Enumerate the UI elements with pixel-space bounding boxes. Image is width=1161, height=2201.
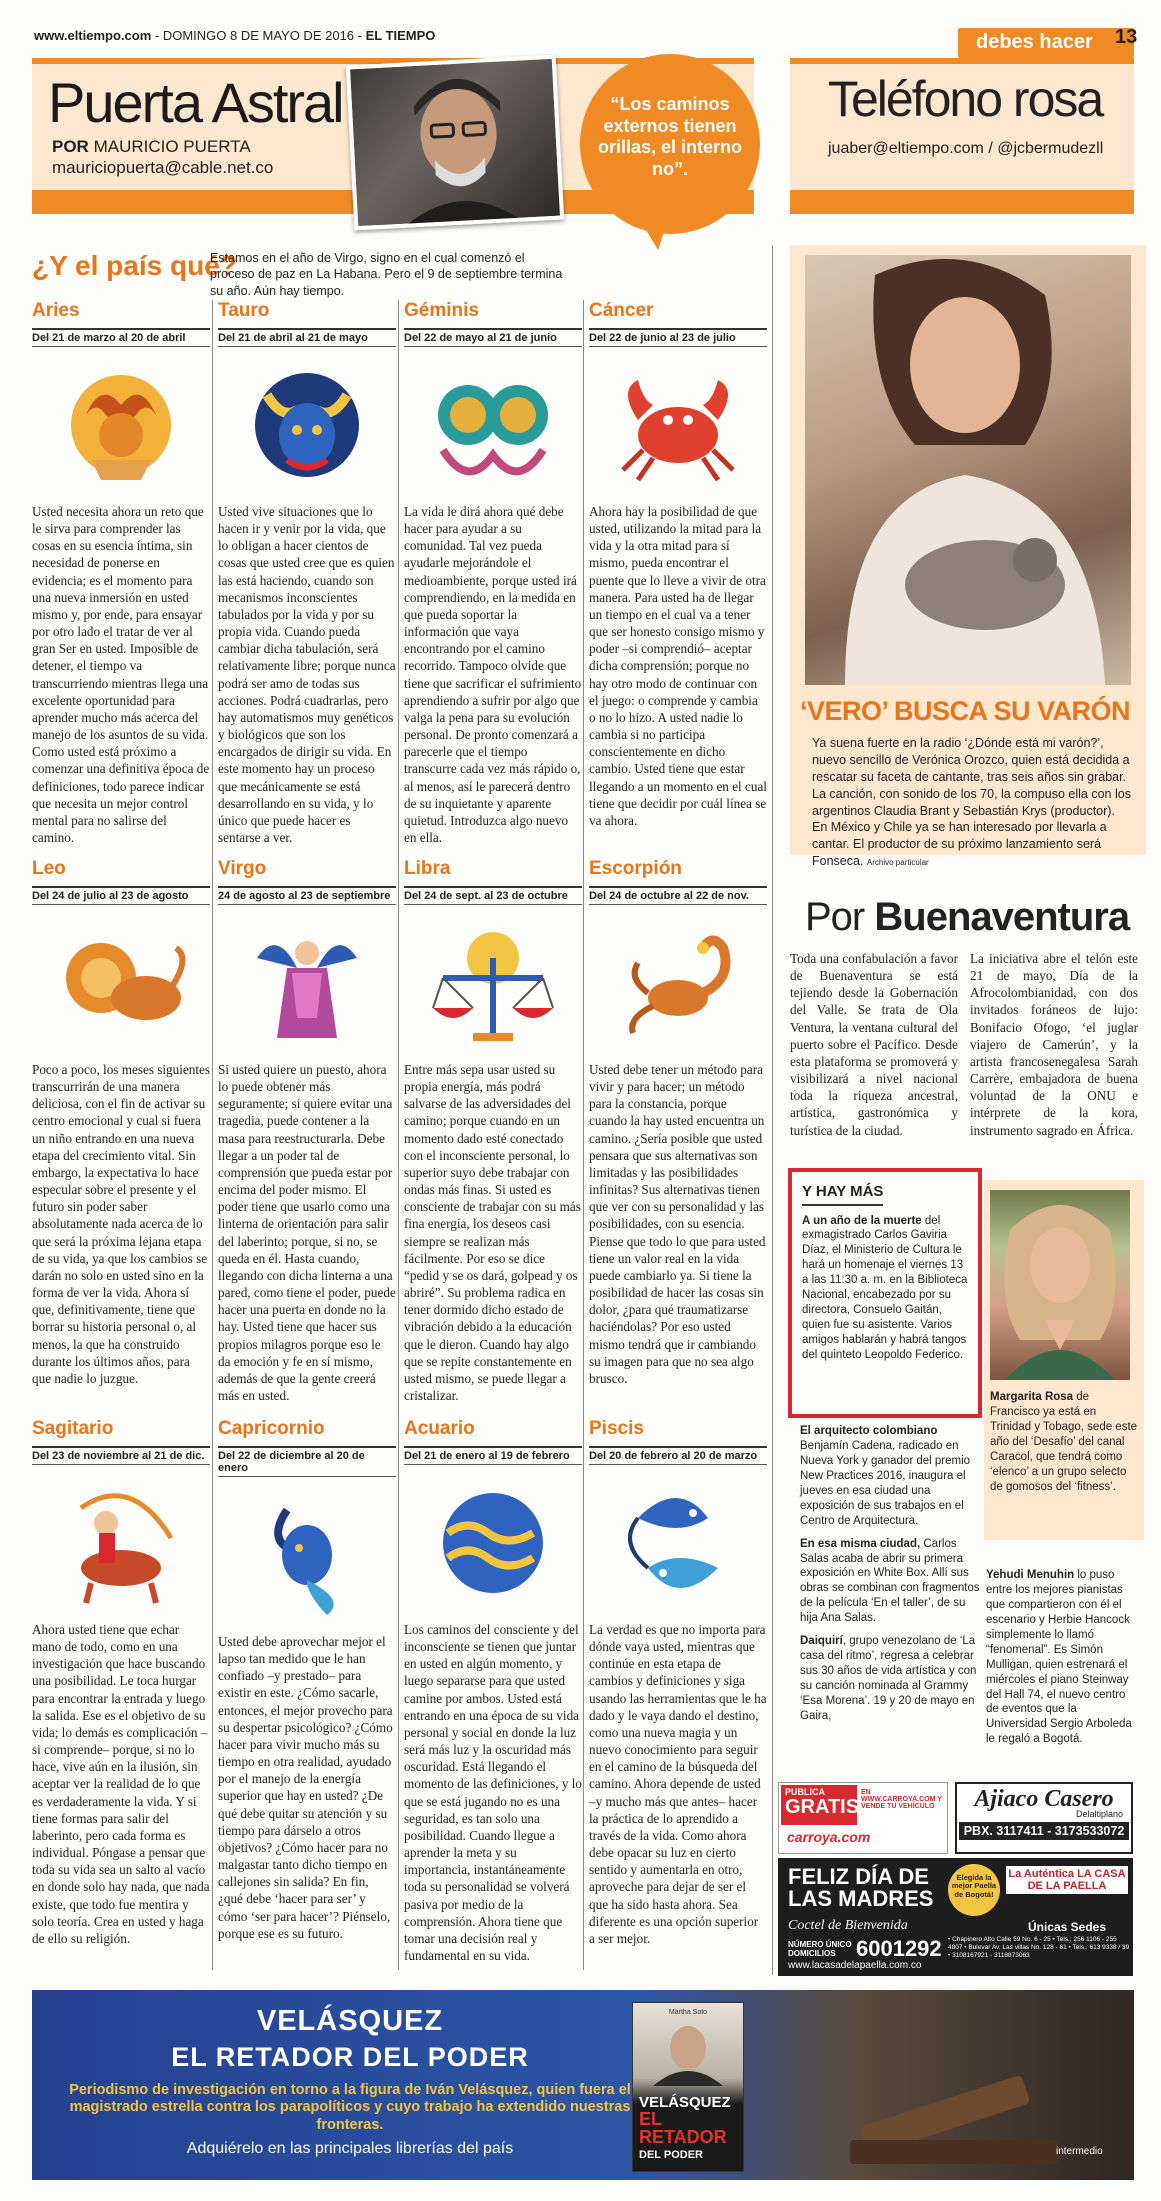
aries-icon bbox=[32, 355, 210, 495]
sign-name: Sagitario bbox=[32, 1418, 114, 1439]
ajiaco-phone: PBX. 3117411 - 3173533072 bbox=[959, 1822, 1129, 1840]
capricorn-icon bbox=[218, 1485, 396, 1625]
pisces-icon bbox=[589, 1473, 767, 1613]
margarita-caption: Margarita Rosa de Francisco ya está en Trinidad y Tobago, sede este año del ‘Desafío’ del canal Caracol, que tendrá como ‘elenco’ a un grupo selecto de gomosos del ‘fitness’. bbox=[990, 1391, 1138, 1493]
publisher-logo: intermedio bbox=[1056, 2146, 1103, 2157]
book-author: Martha Soto bbox=[668, 2009, 708, 2016]
paella-address: • Chapinero Alto Calle 59 No. 6 - 25 • Tels.: 256 1106 - 255 4807 • Bulevar Av. Las villas No. 128 - 61 • Tels.: 613 9338 / 39 • 3108167921 - 3118873063 bbox=[948, 1936, 1130, 1959]
y-hay-mas-text: A un año de la muerte del exmagistrado Carlos Gaviria Díaz, el Ministerio de Cultura le hará un homenaje el viernes 13 a las 11:30 a. m. en la Biblioteca Nacional, encabezado por su directora, Consuelo Gaitán, quien fue su asistente. Varios amigos hablarán y habrá tangos del quinteto Leopoldo Federico. bbox=[802, 1214, 968, 1361]
site-url: www.eltiempo.com bbox=[34, 28, 152, 43]
divider bbox=[398, 300, 399, 1970]
carroya-tagline: EN WWW.CARROYA.COM Y VENDE TU VEHÍCULO bbox=[861, 1789, 942, 1810]
author-email: mauriciopuerta@cable.net.co bbox=[52, 158, 274, 177]
vero-headline: ‘VERO’ BUSCA SU VARÓN bbox=[800, 696, 1131, 726]
note-item: El arquitecto colombiano Benjamín Cadena, radicado en Nueva York y ganador del premio New Practices 2016, inaugura el jueves en esa ciudad una exposición de sus trabajos en el Centro de Arquitectura. bbox=[800, 1425, 971, 1527]
sign-name: Escorpión bbox=[589, 858, 682, 879]
sign-name: Leo bbox=[32, 858, 66, 879]
column-title-puerta-astral: Puerta Astral bbox=[48, 71, 343, 134]
sign-cancer bbox=[589, 300, 767, 829]
sign-text: Si usted quiere un puesto, ahora lo puede obtener más seguramente; si quiere evitar una tragedia, puede contener a la masa para reestructurarla. Debe llegar a un poder tal de comprensión que pueda estar por encima del poder mismo. El poder tiene que usarlo como una linterna de orientación para salir del laberinto; porque, si no, se queda en él. Hasta cuando, llegando con dicha linterna a una pared, como tiene el poder, puede hacer una puerta en donde no la hay. Usted tiene que hacer sus propios milagros porque eso le da emoción y fe en sí mismo, además de que la gente creerá más en usted. bbox=[218, 1062, 396, 1403]
contact-line: juaber@eltiempo.com / @jcbermudezll bbox=[828, 140, 1104, 157]
banner-cta: Adquiérelo en las principales librerías del país bbox=[186, 2140, 514, 2157]
paella-sedes: Únicas Sedes bbox=[1027, 1920, 1107, 1934]
sign-dates: Del 21 de marzo al 20 de abril bbox=[32, 328, 210, 347]
book-cover bbox=[632, 2002, 744, 2172]
scorpio-icon bbox=[589, 913, 767, 1053]
virgo-icon bbox=[218, 913, 396, 1053]
book-title: VELÁSQUEZ EL RETADOR DEL PODER bbox=[639, 2094, 731, 2161]
sign-name: Géminis bbox=[404, 300, 479, 321]
sign-dates: Del 20 de febrero al 20 de marzo bbox=[589, 1446, 767, 1465]
carroya-brand: carroya.com bbox=[787, 1829, 871, 1845]
leo-icon bbox=[32, 913, 210, 1053]
sign-text: Usted debe tener un método para vivir y para hacer; un método para la constancia, porque cuando la hay usted encuentra un camino. ¿Sería posible que usted pensara que sus alternativas son limitadas y las posibilidades infinitas? Sus alternativas tienen que ver con su personalidad y las posibilidades, con su esencia. Piense que todo lo que para usted tiene un valor real en la vida puede cambiarlo ya. Si tiene la posibilidad de hacer las cosas sin dolor, ¿para qué traumatizarse haciéndolas? Por eso usted mismo tendrá que ir cambiando su imagen para que no sea algo brusco. bbox=[589, 1062, 766, 1386]
sign-dates: Del 24 de sept. al 23 de octubre bbox=[404, 886, 582, 905]
sign-text: Usted debe aprovechar mejor el lapso tan medido que le han confiado –y prestado– para existir en este. ¿Cómo sacarle, entonces, el mejor provecho para su despertar psicológico? ¿Cómo hacer para vivir mucho más su tiempo en otra realidad, ayudado por el manejo de la energía superior que hay en usted? ¿De qué debe quitar su atención y su tiempo para dárselo a otros objetivos? ¿Cómo hacer para no malgastar tanto dicho tiempo en callejones sin salida? En fin, ¿qué debe ‘hacer para ser’ y cómo ‘ser para hacer’? Piénselo, porque ese es su futuro. bbox=[218, 1634, 393, 1941]
sign-capricornio bbox=[218, 1418, 396, 1942]
gavel-block bbox=[850, 2140, 1060, 2164]
sign-name: Libra bbox=[404, 858, 451, 879]
banner-title-1: VELÁSQUEZ bbox=[256, 2005, 444, 2037]
sign-aries bbox=[32, 300, 210, 846]
sign-name: Aries bbox=[32, 300, 80, 321]
vero-story: Ya suena fuerte en la radio ‘¿Dónde está mi varón?’, nuevo sencillo de Verónica Orozco, quien está decidida a rescatar su faceta de cantante, tras seis años sin grabar. La canción, con sonido de los 70, la compuso ella con los argentinos Claudia Brant y Sebastián Krys (productor). En México y Chile ya se han interesado por llevarla a cantar. El productor de su próximo lanzamiento será Fonseca. Archivo particular bbox=[812, 736, 1131, 869]
intro-heading: ¿Y el país qué? bbox=[32, 250, 237, 281]
quote-bubble: “Los caminos externos tienen orillas, el interno no”. bbox=[580, 54, 760, 234]
sign-name: Tauro bbox=[218, 300, 270, 321]
photo-credit: Archivo particular bbox=[866, 858, 929, 868]
column-title-telefono-rosa: Teléfono rosa bbox=[828, 71, 1103, 127]
header-stripe-right bbox=[790, 190, 1134, 214]
banner-title-2: EL RETADOR DEL PODER bbox=[171, 2042, 529, 2072]
sign-text: Los caminos del consciente y del inconsciente se tienen que juntar en usted en algún momento, y luego separarse para que usted camine por ambos. Usted está entrando en una época de su vida personal y social en donde la luz será más luz y la oscuridad más oscuridad. Está llegando el momento de las definiciones, y lo que se está jugando no es una seguridad, es tan solo una posibilidad. Cuando llegue a aprender la meta y su importancia, instantáneamente toda su personalidad se volverá pasiva por medio de la comprensión. Ahora tiene que tomar una decisión real y fundamental en su vida. bbox=[404, 1622, 582, 1963]
sign-text: Ahora usted tiene que echar mano de todo, como en una investigación que hace buscando una posibilidad. Le toca hurgar para encontrar la entrada y luego la salida. Ese es el objetivo de su vida; lo demás es complicación –si comprende– porque, si no lo hace, vive aún en la ilusión, sin aceptar ver la realidad de lo que es verdaderamente la vida. Y si tiene formas para salir del laberinto, pero cada forma es individual. Póngase a pensar que toda su vida sea un salto al vacío en donde solo hay nada, que nada existe, que todo fue mentira y solo teoría. Crea en usted y haga de ello su religión. bbox=[32, 1622, 210, 1946]
buenaventura-title: Por Buenaventura bbox=[805, 895, 1130, 939]
sign-libra bbox=[404, 858, 582, 1404]
aquarius-icon bbox=[404, 1473, 582, 1613]
paella-cocktail: Coctel de Bienvenida bbox=[788, 1918, 908, 1933]
ajiaco-ad[interactable] bbox=[955, 1782, 1133, 1854]
bubble-tail bbox=[640, 220, 668, 250]
ajiaco-sub: Delaltiplano bbox=[1075, 1809, 1123, 1819]
ajiaco-title: Ajiaco Casero bbox=[974, 1786, 1114, 1812]
sign-dates: Del 24 de julio al 23 de agosto bbox=[32, 886, 210, 905]
portrait-icon bbox=[633, 2016, 743, 2086]
author-photo bbox=[346, 55, 564, 231]
section-tag: debes hacer bbox=[958, 28, 1134, 58]
divider bbox=[772, 245, 773, 1975]
sign-text: La verdad es que no importa para dónde vaya usted, mientras que continúe en esta etapa de cambios y definiciones y siga usando las herramientas que le ha dado y le vaya dando el destino, como una nueva magia y un nuevo conocimiento para seguir en el camino de la búsqueda del camino. Ahora depende de usted –y mucho más que antes– hacer la práctica de lo aprendido a través de la vida. Como ahora debe opacar su luz en cierto sentido y aumentarla en otro, aproveche para dejar de ser el que ha sido hasta ahora. Sea diferente es una opción superior a ser mejor. bbox=[589, 1622, 767, 1946]
sign-dates: Del 22 de junio al 23 de julio bbox=[589, 328, 767, 347]
page-number: 13 bbox=[1115, 26, 1138, 48]
buenaventura-col1: Toda una confabulación a favor de Buenaventura se está tejiendo desde la Gobernación del Valle. Se trata de Ola Ventura, la ventana cultural del puerto sobre el Pacífico. Desde esta plataforma se promoverá y visibilizará a nivel nacional toda la riqueza ancestral, artística, gastronómica y turística de la ciudad. bbox=[790, 951, 958, 1138]
paella-headline: FELIZ DÍA DE LAS MADRES bbox=[788, 1864, 934, 1911]
sign-name: Virgo bbox=[218, 858, 267, 879]
taurus-icon bbox=[218, 355, 396, 495]
sign-dates: Del 21 de enero al 19 de febrero bbox=[404, 1446, 582, 1465]
sign-text: Usted vive situaciones que lo hacen ir y venir por la vida, que lo obligan a hacer cientos de cosas que usted cree que es quien las está haciendo, cuando son mecanismos inconscientes tabulados por la vida y por su propia vida. Cuando pueda cambiar dicha tabulación, será relativamente libre; porque nunca podrá ser amo de todas sus acciones. Podrá cuadrarlas, pero hay automatismos muy genéticos y biológicos que son los encargados de dirigir su vida. En este momento hay un proceso que mecánicamente se está desarrollando en su vida, y lo único que puede hacer es sentarse a ver. bbox=[218, 504, 396, 845]
paella-url[interactable]: www.lacasadelapaella.com.co bbox=[788, 1960, 922, 1971]
sign-name: Capricornio bbox=[218, 1418, 325, 1439]
divider bbox=[583, 300, 584, 1970]
intro-text: Estamos en el año de Virgo, signo en el cual comenzó el proceso de paz en La Habana. Pero el 9 de septiembre termina su año. Aún hay tiempo. bbox=[210, 251, 563, 298]
sagittarius-icon bbox=[32, 1473, 210, 1613]
sign-acuario bbox=[404, 1418, 582, 1964]
byline: POR MAURICIO PUERTA bbox=[52, 137, 251, 156]
cancer-icon bbox=[589, 355, 767, 495]
paella-domicilios-label: NÚMERO ÚNICO DOMICILIOS bbox=[788, 1940, 852, 1958]
y-hay-mas-box bbox=[788, 1168, 982, 1418]
sign-name: Piscis bbox=[589, 1418, 644, 1439]
note-item: Daiquirí, grupo venezolano de ‘La casa del ritmo’, regresa a celebrar sus 30 años de vida artística y con su canción nominada al Grammy ‘Esa Morena’. 19 y 20 de mayo en Gaira, bbox=[800, 1635, 977, 1722]
sign-dates: Del 21 de abril al 21 de mayo bbox=[218, 328, 396, 347]
paella-badge: Elegida la mejor Paella de Bogotá! bbox=[948, 1864, 1000, 1916]
issue-date: DOMINGO 8 DE MAYO DE 2016 bbox=[162, 28, 355, 43]
paper-name: EL TIEMPO bbox=[365, 28, 436, 43]
divider bbox=[212, 300, 213, 1970]
sign-text: Ahora hay la posibilidad de que usted, utilizando la mitad para la vida y la otra mitad para sí mismo, pueda encontrar el puente que lo lleve a vivir de otra manera. Para usted ha de llegar un tiempo en el cual va a tener que ser honesto consigo mismo y poder –si comprendió– aceptar dicha comprensión; porque no hay otro modo de continuar con el juego: o comprende y cambia o no lo hizo. A usted nadie lo cambia si no participa conscientemente en dicho cambio. Usted tiene que estar llegando a un momento en el cual tiene que decidir por cuál línea se va ahora. bbox=[589, 504, 767, 828]
sign-escorpion bbox=[589, 858, 767, 1387]
paella-brand: La Auténtica LA CASA DE LA PAELLA bbox=[1006, 1866, 1128, 1894]
paella-ad[interactable] bbox=[778, 1858, 1133, 1976]
header-line: www.eltiempo.com - DOMINGO 8 DE MAYO DE 2016 - EL TIEMPO bbox=[34, 28, 436, 43]
sign-text: Poco a poco, los meses siguientes transcurrirán de una manera deliciosa, con el fin de activar su centro emocional y cual si fuera un niño entrando en una nueva etapa del crecimiento vital. Sin embargo, la expectativa lo hace especular sobre el presente y el futuro sin poder saber absolutamente nada acerca de lo que será la próxima lejana etapa de su vida, ya que los cambios se darán no solo en usted sino en la forma de ver la vida. Ahora sí que, definitivamente, tiene que borrar su historia personal o, al menos, la que ha construido durante los últimos años, para que nadie lo juzgue. bbox=[32, 1062, 211, 1386]
sign-dates: Del 23 de noviembre al 21 de dic. bbox=[32, 1446, 210, 1465]
sign-dates: 24 de agosto al 23 de septiembre bbox=[218, 886, 396, 905]
sign-tauro bbox=[218, 300, 396, 846]
banner-description: Periodismo de investigación en torno a la figura de Iván Velásquez, quien fuera el magistrado estrella contra los parapolíticos y cuyo trabajo ha extendido nuestras fronteras. bbox=[69, 2082, 631, 2133]
vero-photo bbox=[805, 255, 1131, 685]
sign-piscis bbox=[589, 1418, 767, 1947]
buenaventura-col2: La iniciativa abre el telón este 21 de mayo, Día de la Afrocolombianidad, con dos invitados foráneos de lujo: Bonifacio Ofogo, ‘el juglar viajero de Camerún’, y la artista francosenegalesa Sarah Carrère, embajadora de buena voluntad de la ONU e intérprete de la kora, instrumento sagrado en África. bbox=[970, 951, 1138, 1138]
note-item: Yehudi Menuhin lo puso entre los mejores pianistas que compartieron con él el escenario y Herbie Hancock simplemente lo llamó “fenomenal”. Es Simón Mulligan, quien estrenará el miércoles el piano Steinway del Hall 74, el nuevo centro de eventos que la Universidad Sergio Arboleda le regaló a Bogotá. bbox=[986, 1569, 1132, 1746]
sign-dates: Del 22 de mayo al 21 de junio bbox=[404, 328, 582, 347]
sign-dates: Del 22 de diciembre al 20 de enero bbox=[218, 1446, 396, 1477]
sign-text: Usted necesita ahora un reto que le sirva para comprender las cosas en su esencia íntima, sin necesidad de ponerse en evidencia; es el momento para una nueva inmersión en usted mismo y, por ende, para ensayar por otro lado el tratar de ver al gran Ser en usted. Imposible de detener, el tiempo va transcurriendo mientras llega una excelente oportunidad para aprender mucho más acerca del manejo de los asuntos de su vida. Como usted está próximo a comenzar una definitiva época de definiciones, todo parece indicar que necesita un mejor control mental para no salirse del camino. bbox=[32, 504, 210, 845]
y-hay-mas-title: Y HAY MÁS bbox=[802, 1182, 883, 1206]
carroya-ad[interactable] bbox=[778, 1782, 948, 1854]
sign-virgo bbox=[218, 858, 396, 1404]
sign-sagitario bbox=[32, 1418, 210, 1947]
sign-text: La vida le dirá ahora qué debe hacer para ayudar a su comunidad. Tal vez pueda ayudarle mejorándole el medioambiente, porque usted irá comprendiendo, en la medida en que pueda soportar la información que vaya encontrando por el camino recorrido. Tampoco olvide que tiene que sacrificar el sufrimiento aprendiendo a sufrir por algo que valga la pena para su evolución personal. De pronto comenzará a parecerle que el tiempo transcurre cada vez más rápido o, al menos, así le parecerá dentro de su inquietante y aparente quietud. Introduzca algo nuevo en ella. bbox=[404, 504, 582, 845]
carroya-badge: PUBLICA GRATIS bbox=[781, 1785, 857, 1825]
note-item: En esa misma ciudad, Carlos Salas acaba de abrir su primera exposición en White Box. Allí sus obras se combinan con fragmentos de la película ‘En el taller’, de su hija Ana Salas. bbox=[800, 1537, 980, 1625]
sign-name: Acuario bbox=[404, 1418, 475, 1439]
gemini-icon bbox=[404, 355, 582, 495]
libra-icon bbox=[404, 913, 582, 1053]
margarita-photo bbox=[990, 1190, 1130, 1380]
sign-name: Cáncer bbox=[589, 300, 654, 321]
sign-text: Entre más sepa usar usted su propia energía, más podrá salvarse de las adversidades del camino; porque cuando en un momento dado esté conectado con el inconsciente personal, lo superior suyo debe trabajar con ondas más finas. Si usted es consciente de trabajar con su más fina energía, los deseos casi siempre se realizan más fácilmente. Por eso se dice “pedid y se os dará, golpead y os abriré”. Su problema radica en tener dormido dicho estado de vibración debido a la educación que le dieron. Cuando hay algo que se repite constantemente en usted mismo, se puede llegar a cristalizar. bbox=[404, 1062, 581, 1403]
paella-phone[interactable]: 6001292 bbox=[856, 1936, 942, 1961]
sign-dates: Del 24 de octubre al 22 de nov. bbox=[589, 886, 767, 905]
notes-column bbox=[800, 1424, 980, 1724]
sign-leo bbox=[32, 858, 210, 1387]
sign-geminis bbox=[404, 300, 582, 846]
